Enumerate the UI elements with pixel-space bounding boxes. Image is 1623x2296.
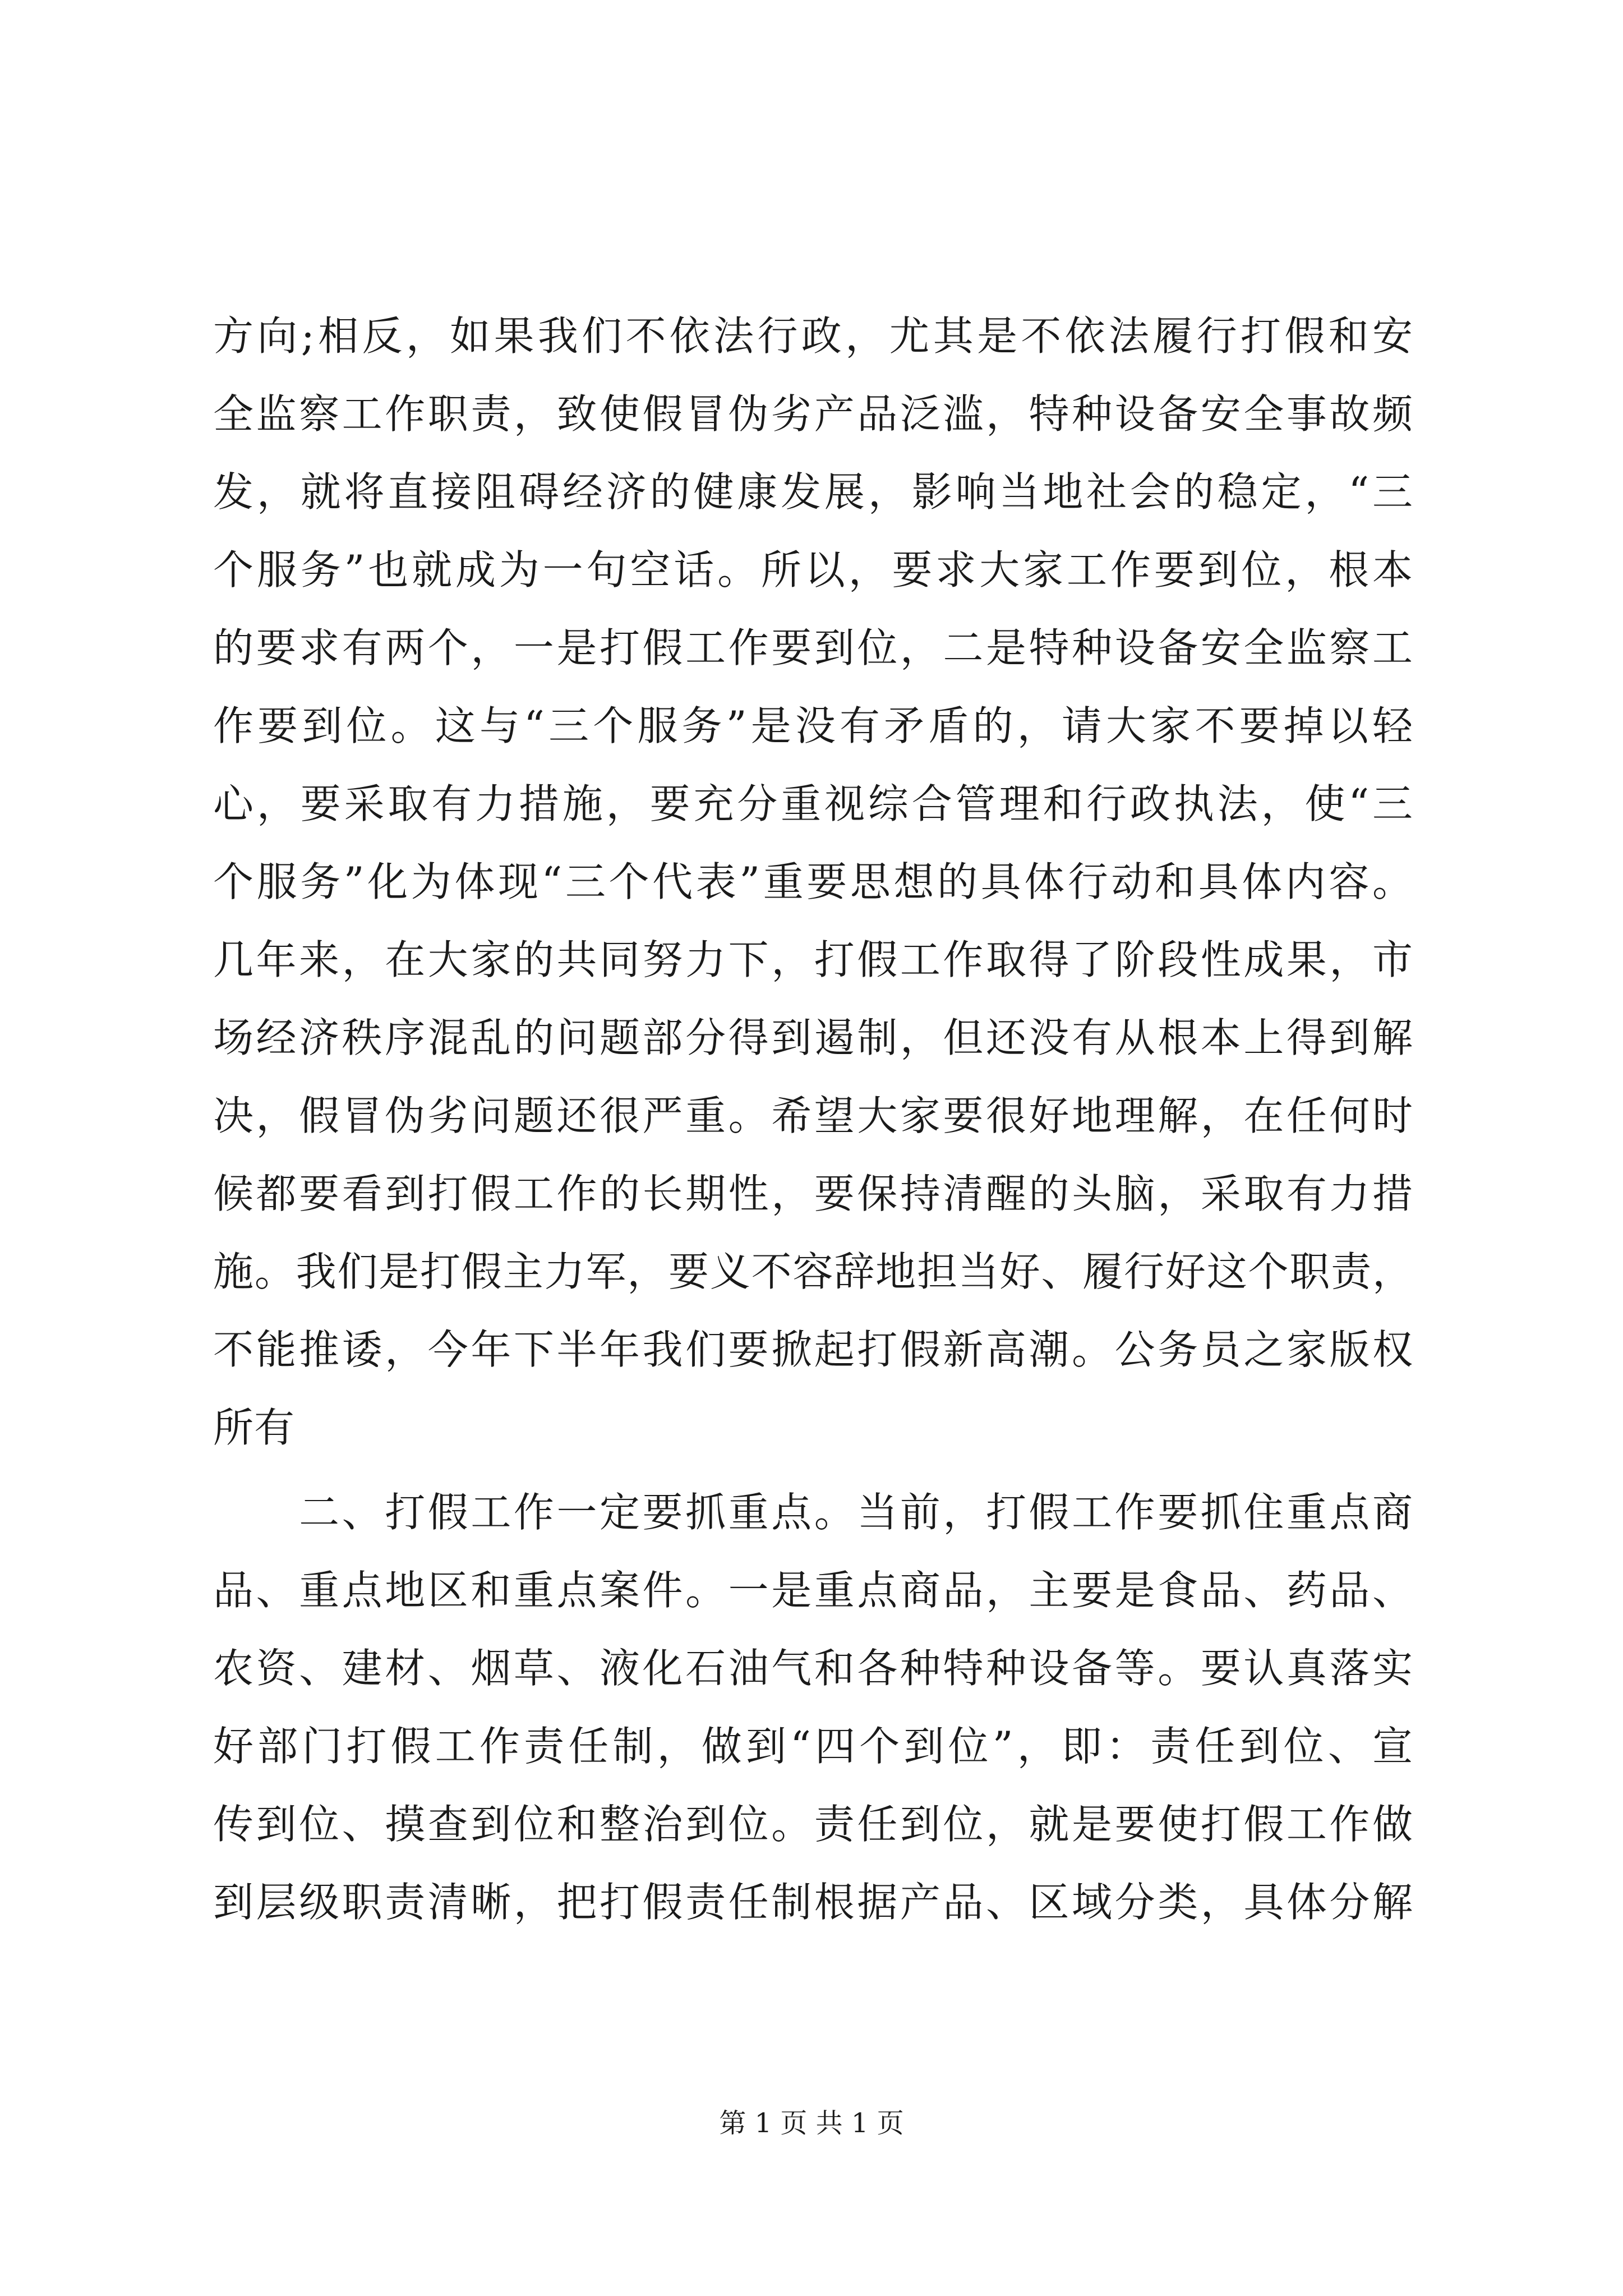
paragraph-2-line-3: 农资、建材、烟草、液化石油气和各种特种设备等。要认真落实 (213, 1645, 1413, 1692)
paragraph-gap (213, 1467, 1413, 1474)
paragraph-1-line-11: 决，假冒伪劣问题还很严重。希望大家要很好地理解，在任何时 (213, 1092, 1413, 1139)
paragraph-2-line-5: 传到位、摸查到位和整治到位。责任到位，就是要使打假工作做 (213, 1801, 1413, 1848)
paragraph-1-line-1: 方向;相反，如果我们不依法行政，尤其是不依法履行打假和安 (213, 312, 1413, 360)
paragraph-1-line-6: 作要到位。这与“三个服务”是没有矛盾的，请大家不要掉以轻 (213, 702, 1413, 749)
paragraph-1-line-14: 不能推诿，今年下半年我们要掀起打假新高潮。公务员之家版权 (213, 1326, 1413, 1373)
paragraph-2-line-1: 二、打假工作一定要抓重点。当前，打假工作要抓住重点商 (213, 1489, 1413, 1536)
paragraph-1-line-5: 的要求有两个，一是打假工作要到位，二是特种设备安全监察工 (213, 624, 1413, 671)
paragraph-1-line-10: 场经济秩序混乱的问题部分得到遏制，但还没有从根本上得到解 (213, 1014, 1413, 1061)
paragraph-1-line-3: 发，就将直接阻碍经济的健康发展，影响当地社会的稳定，“三 (213, 468, 1413, 516)
paragraph-1-line-9: 几年来，在大家的共同努力下，打假工作取得了阶段性成果，市 (213, 936, 1413, 983)
paragraph-1-line-15: 所有 (213, 1404, 296, 1451)
paragraph-1-line-2: 全监察工作职责，致使假冒伪劣产品泛滥，特种设备安全事故频 (213, 390, 1413, 438)
paragraph-2-line-2: 品、重点地区和重点案件。一是重点商品，主要是食品、药品、 (213, 1567, 1413, 1614)
paragraph-2-line-6: 到层级职责清晰，把打假责任制根据产品、区域分类，具体分解 (213, 1879, 1413, 1926)
paragraph-1-line-13: 施。我们是打假主力军，要义不容辞地担当好、履行好这个职责， (213, 1248, 1413, 1295)
document-body (213, 297, 1413, 1941)
paragraph-1-line-4: 个服务”也就成为一句空话。所以，要求大家工作要到位，根本 (213, 546, 1413, 593)
paragraph-1-line-8: 个服务”化为体现“三个代表”重要思想的具体行动和具体内容。 (213, 858, 1413, 905)
paragraph-2-line-4: 好部门打假工作责任制，做到“四个到位”，即：责任到位、宣 (213, 1723, 1413, 1770)
paragraph-1-line-12: 候都要看到打假工作的长期性，要保持清醒的头脑，采取有力措 (213, 1170, 1413, 1217)
page-footer: 第 1 页 共 1 页 (719, 2108, 904, 2139)
paragraph-1-line-7: 心，要采取有力措施，要充分重视综合管理和行政执法，使“三 (213, 780, 1413, 827)
